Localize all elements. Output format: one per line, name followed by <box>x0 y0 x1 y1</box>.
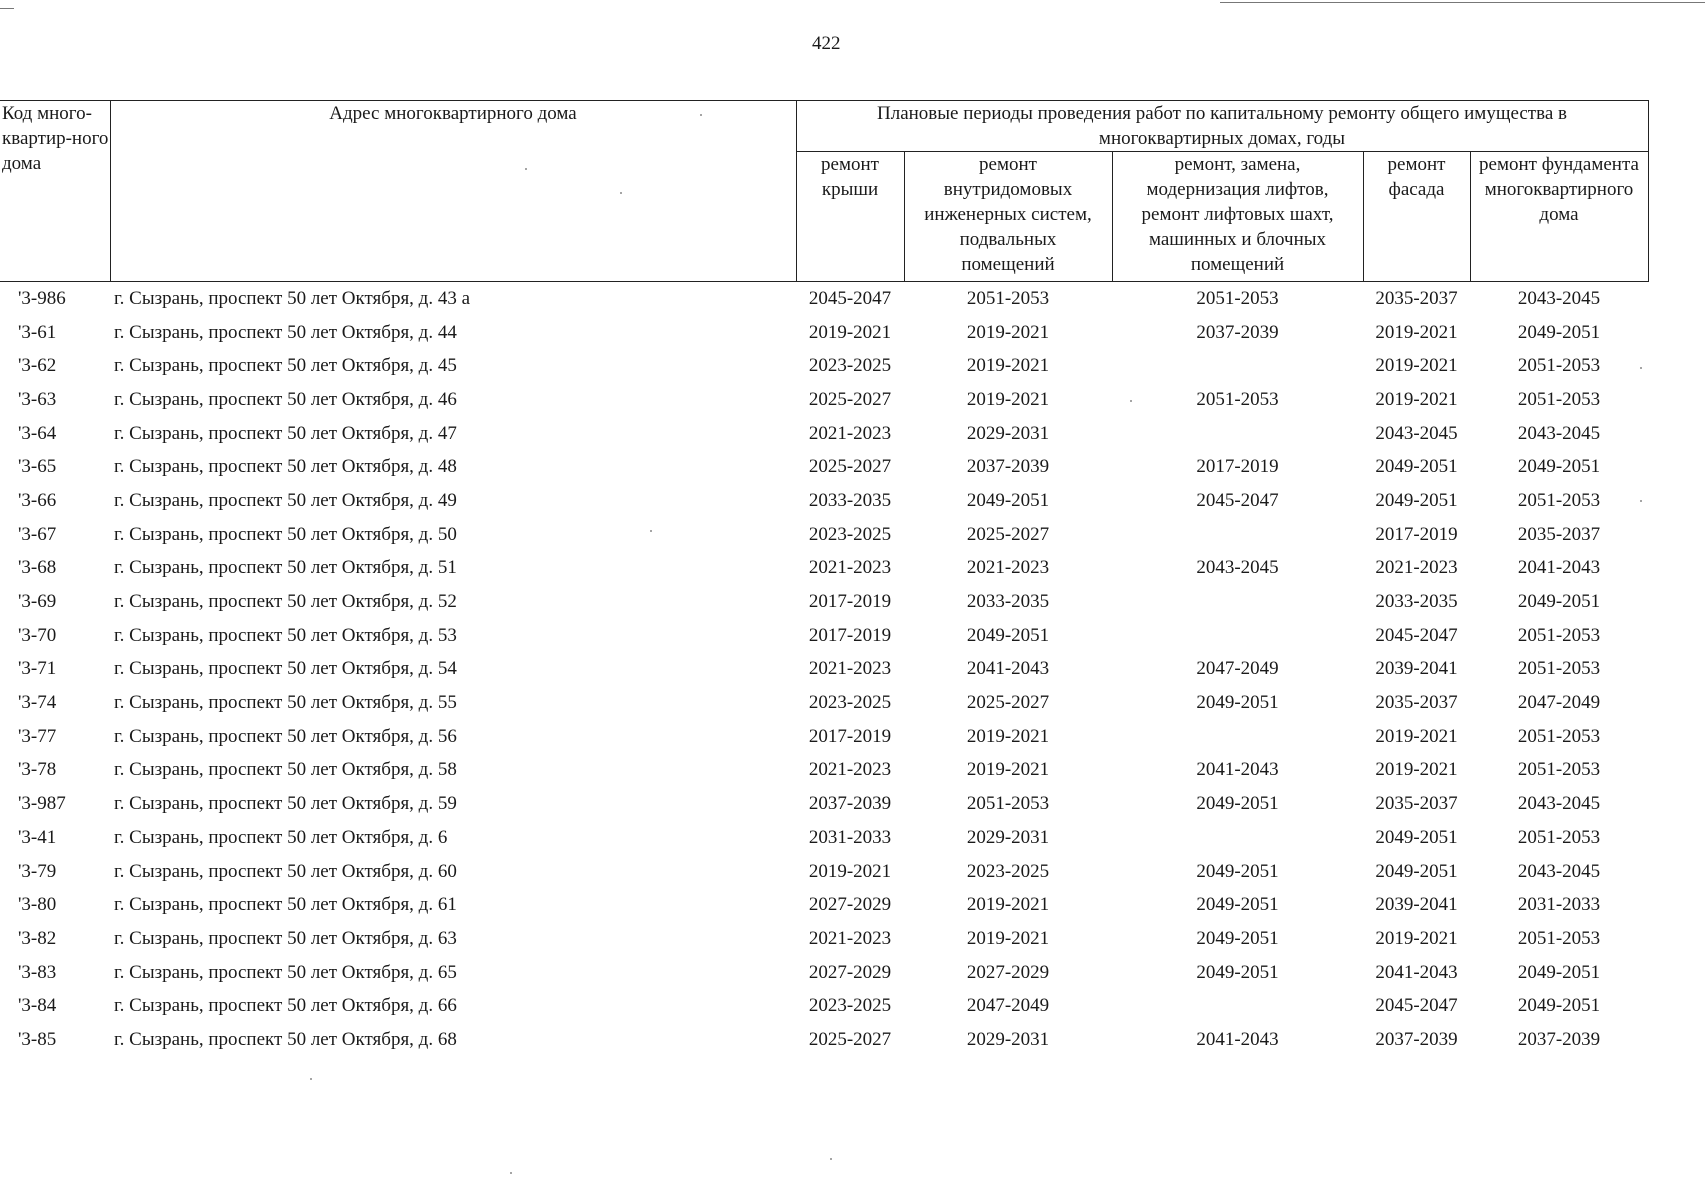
foundation-period-cell: 2043-2045 <box>1517 793 1601 815</box>
address-cell: г. Сызрань, проспект 50 лет Октября, д. 56 <box>114 725 457 747</box>
elevator-period-cell <box>1112 585 1363 619</box>
engineering-period-cell: 2025-2027 <box>966 692 1050 714</box>
header-roof: ремонт крыши <box>796 152 904 282</box>
elevator-period-cell <box>1112 518 1363 552</box>
roof-period-cell: 2021-2023 <box>808 422 892 444</box>
table-row <box>0 619 1648 653</box>
roof-period-cell: 2021-2023 <box>808 927 892 949</box>
engineering-period-cell: 2023-2025 <box>966 860 1050 882</box>
facade-period-cell: 2045-2047 <box>1375 995 1458 1017</box>
table-row <box>0 552 1648 586</box>
scan-speck <box>620 192 622 194</box>
facade-period-cell: 2049-2051 <box>1375 860 1458 882</box>
header-facade: ремонт фасада <box>1363 152 1470 282</box>
code-cell: '3-82 <box>18 927 57 949</box>
capital-repair-table <box>0 100 1649 1057</box>
address-cell: г. Сызрань, проспект 50 лет Октября, д. 43 а <box>114 287 471 309</box>
scan-speck <box>700 114 702 116</box>
table-row <box>0 316 1648 350</box>
table-row <box>0 922 1648 956</box>
facade-period-cell: 2049-2051 <box>1375 826 1458 848</box>
engineering-period-cell: 2019-2021 <box>966 927 1050 949</box>
table-row <box>0 484 1648 518</box>
scan-speck <box>650 530 652 532</box>
address-cell: г. Сызрань, проспект 50 лет Октября, д. 59 <box>114 793 457 815</box>
engineering-period-cell: 2021-2023 <box>966 557 1050 579</box>
roof-period-cell: 2025-2027 <box>808 456 892 478</box>
table-row <box>0 417 1648 451</box>
roof-period-cell: 2025-2027 <box>808 1028 892 1050</box>
scan-speck <box>310 1078 312 1080</box>
foundation-period-cell: 2051-2053 <box>1517 489 1601 511</box>
header-code: Код много-квартир-ного дома <box>0 101 110 282</box>
code-cell: '3-65 <box>18 456 57 478</box>
facade-period-cell: 2019-2021 <box>1375 759 1458 781</box>
code-cell: '3-62 <box>18 355 57 377</box>
facade-period-cell: 2049-2051 <box>1375 456 1458 478</box>
table-row <box>0 855 1648 889</box>
elevator-period-cell: 2041-2043 <box>1196 759 1279 781</box>
elevator-period-cell: 2049-2051 <box>1196 927 1279 949</box>
engineering-period-cell: 2029-2031 <box>966 422 1050 444</box>
scan-speck <box>830 1158 832 1160</box>
facade-period-cell: 2033-2035 <box>1375 591 1458 613</box>
foundation-period-cell: 2051-2053 <box>1517 759 1601 781</box>
facade-period-cell: 2043-2045 <box>1375 422 1458 444</box>
elevator-period-cell <box>1112 619 1363 653</box>
elevator-period-cell: 2047-2049 <box>1196 658 1279 680</box>
code-cell: '3-78 <box>18 759 57 781</box>
foundation-period-cell: 2041-2043 <box>1517 557 1601 579</box>
code-cell: '3-80 <box>18 894 57 916</box>
engineering-period-cell: 2049-2051 <box>966 624 1050 646</box>
roof-period-cell: 2019-2021 <box>808 860 892 882</box>
elevator-period-cell <box>1112 349 1363 383</box>
roof-period-cell: 2033-2035 <box>808 489 892 511</box>
elevator-period-cell: 2045-2047 <box>1196 489 1279 511</box>
facade-period-cell: 2019-2021 <box>1375 725 1458 747</box>
foundation-period-cell: 2049-2051 <box>1517 961 1601 983</box>
scan-edge-line <box>0 8 14 9</box>
table-row <box>0 787 1648 821</box>
roof-period-cell: 2023-2025 <box>808 523 892 545</box>
engineering-period-cell: 2047-2049 <box>966 995 1050 1017</box>
facade-period-cell: 2041-2043 <box>1375 961 1458 983</box>
engineering-period-cell: 2019-2021 <box>966 894 1050 916</box>
address-cell: г. Сызрань, проспект 50 лет Октября, д. 61 <box>114 894 457 916</box>
table-row <box>0 349 1648 383</box>
facade-period-cell: 2045-2047 <box>1375 624 1458 646</box>
address-cell: г. Сызрань, проспект 50 лет Октября, д. 50 <box>114 523 457 545</box>
code-cell: '3-85 <box>18 1028 57 1050</box>
engineering-period-cell: 2019-2021 <box>966 725 1050 747</box>
foundation-period-cell: 2051-2053 <box>1517 355 1601 377</box>
foundation-period-cell: 2051-2053 <box>1517 658 1601 680</box>
table-row <box>0 518 1648 552</box>
scan-speck <box>510 1172 512 1174</box>
foundation-period-cell: 2051-2053 <box>1517 826 1601 848</box>
facade-period-cell: 2037-2039 <box>1375 1028 1458 1050</box>
engineering-period-cell: 2049-2051 <box>966 489 1050 511</box>
engineering-period-cell: 2051-2053 <box>966 793 1050 815</box>
foundation-period-cell: 2051-2053 <box>1517 388 1601 410</box>
table-row <box>0 888 1648 922</box>
code-cell: '3-79 <box>18 860 57 882</box>
roof-period-cell: 2021-2023 <box>808 658 892 680</box>
elevator-period-cell: 2037-2039 <box>1196 321 1279 343</box>
code-cell: '3-69 <box>18 591 57 613</box>
facade-period-cell: 2035-2037 <box>1375 692 1458 714</box>
code-cell: '3-70 <box>18 624 57 646</box>
table-row <box>0 1023 1648 1057</box>
elevator-period-cell <box>1112 720 1363 754</box>
code-cell: '3-84 <box>18 995 57 1017</box>
table-row <box>0 653 1648 687</box>
address-cell: г. Сызрань, проспект 50 лет Октября, д. 51 <box>114 557 457 579</box>
foundation-period-cell: 2049-2051 <box>1517 995 1601 1017</box>
table-row <box>0 686 1648 720</box>
address-cell: г. Сызрань, проспект 50 лет Октября, д. 53 <box>114 624 457 646</box>
address-cell: г. Сызрань, проспект 50 лет Октября, д. 55 <box>114 692 457 714</box>
engineering-period-cell: 2041-2043 <box>966 658 1050 680</box>
facade-period-cell: 2021-2023 <box>1375 557 1458 579</box>
roof-period-cell: 2017-2019 <box>808 591 892 613</box>
address-cell: г. Сызрань, проспект 50 лет Октября, д. 46 <box>114 388 457 410</box>
roof-period-cell: 2027-2029 <box>808 961 892 983</box>
address-cell: г. Сызрань, проспект 50 лет Октября, д. 45 <box>114 355 457 377</box>
table-row <box>0 956 1648 990</box>
header-elevators: ремонт, замена, модернизация лифтов, ремонт лифтовых шахт, машинных и блочных помещений <box>1112 152 1363 282</box>
scan-speck <box>1130 400 1132 402</box>
scan-speck <box>1640 367 1642 369</box>
elevator-period-cell: 2017-2019 <box>1196 456 1279 478</box>
code-cell: '3-71 <box>18 658 57 680</box>
roof-period-cell: 2045-2047 <box>808 287 892 309</box>
table-row <box>0 383 1648 417</box>
elevator-period-cell: 2049-2051 <box>1196 793 1279 815</box>
code-cell: '3-986 <box>18 287 66 309</box>
elevator-period-cell: 2043-2045 <box>1196 557 1279 579</box>
address-cell: г. Сызрань, проспект 50 лет Октября, д. 48 <box>114 456 457 478</box>
code-cell: '3-63 <box>18 388 57 410</box>
elevator-period-cell <box>1112 989 1363 1023</box>
code-cell: '3-77 <box>18 725 57 747</box>
engineering-period-cell: 2027-2029 <box>966 961 1050 983</box>
facade-period-cell: 2017-2019 <box>1375 523 1458 545</box>
table-row <box>0 450 1648 484</box>
elevator-period-cell <box>1112 821 1363 855</box>
facade-period-cell: 2039-2041 <box>1375 658 1458 680</box>
engineering-period-cell: 2029-2031 <box>966 826 1050 848</box>
code-cell: '3-83 <box>18 961 57 983</box>
address-cell: г. Сызрань, проспект 50 лет Октября, д. 58 <box>114 759 457 781</box>
address-cell: г. Сызрань, проспект 50 лет Октября, д. 54 <box>114 658 457 680</box>
table-row <box>0 989 1648 1023</box>
roof-period-cell: 2023-2025 <box>808 692 892 714</box>
roof-period-cell: 2027-2029 <box>808 894 892 916</box>
header-periods: Плановые периоды проведения работ по капитальному ремонту общего имущества в многоквартирных домах, годы <box>796 101 1648 152</box>
facade-period-cell: 2035-2037 <box>1375 793 1458 815</box>
facade-period-cell: 2019-2021 <box>1375 321 1458 343</box>
roof-period-cell: 2017-2019 <box>808 725 892 747</box>
scan-speck <box>1640 500 1642 502</box>
foundation-period-cell: 2043-2045 <box>1517 287 1601 309</box>
code-cell: '3-74 <box>18 692 57 714</box>
engineering-period-cell: 2019-2021 <box>966 759 1050 781</box>
table-row <box>0 821 1648 855</box>
address-cell: г. Сызрань, проспект 50 лет Октября, д. 52 <box>114 591 457 613</box>
scan-edge-line <box>1220 2 1705 3</box>
header-address: Адрес многоквартирного дома <box>110 101 796 282</box>
address-cell: г. Сызрань, проспект 50 лет Октября, д. 44 <box>114 321 457 343</box>
foundation-period-cell: 2043-2045 <box>1517 860 1601 882</box>
foundation-period-cell: 2043-2045 <box>1517 422 1601 444</box>
facade-period-cell: 2019-2021 <box>1375 355 1458 377</box>
header-engineering: ремонт внутридомовых инженерных систем, подвальных помещений <box>904 152 1112 282</box>
roof-period-cell: 2025-2027 <box>808 388 892 410</box>
address-cell: г. Сызрань, проспект 50 лет Октября, д. 65 <box>114 961 457 983</box>
address-cell: г. Сызрань, проспект 50 лет Октября, д. 68 <box>114 1028 457 1050</box>
code-cell: '3-987 <box>18 793 66 815</box>
foundation-period-cell: 2047-2049 <box>1517 692 1601 714</box>
scan-speck <box>525 168 527 170</box>
foundation-period-cell: 2049-2051 <box>1517 321 1601 343</box>
foundation-period-cell: 2035-2037 <box>1517 523 1601 545</box>
roof-period-cell: 2017-2019 <box>808 624 892 646</box>
roof-period-cell: 2021-2023 <box>808 759 892 781</box>
foundation-period-cell: 2037-2039 <box>1517 1028 1601 1050</box>
address-cell: г. Сызрань, проспект 50 лет Октября, д. 47 <box>114 422 457 444</box>
code-cell: '3-68 <box>18 557 57 579</box>
engineering-period-cell: 2033-2035 <box>966 591 1050 613</box>
address-cell: г. Сызрань, проспект 50 лет Октября, д. 6 <box>114 826 448 848</box>
table-row <box>0 754 1648 788</box>
elevator-period-cell: 2051-2053 <box>1196 388 1279 410</box>
facade-period-cell: 2035-2037 <box>1375 287 1458 309</box>
engineering-period-cell: 2025-2027 <box>966 523 1050 545</box>
engineering-period-cell: 2051-2053 <box>966 287 1050 309</box>
roof-period-cell: 2023-2025 <box>808 995 892 1017</box>
table-body <box>0 282 1648 1057</box>
code-cell: '3-67 <box>18 523 57 545</box>
foundation-period-cell: 2051-2053 <box>1517 927 1601 949</box>
foundation-period-cell: 2031-2033 <box>1517 894 1601 916</box>
foundation-period-cell: 2051-2053 <box>1517 725 1601 747</box>
table-row <box>0 585 1648 619</box>
code-cell: '3-64 <box>18 422 57 444</box>
elevator-period-cell: 2041-2043 <box>1196 1028 1279 1050</box>
facade-period-cell: 2019-2021 <box>1375 927 1458 949</box>
engineering-period-cell: 2029-2031 <box>966 1028 1050 1050</box>
code-cell: '3-61 <box>18 321 57 343</box>
header-foundation: ремонт фундамента многоквартирного дома <box>1470 152 1648 282</box>
elevator-period-cell: 2051-2053 <box>1196 287 1279 309</box>
roof-period-cell: 2031-2033 <box>808 826 892 848</box>
engineering-period-cell: 2019-2021 <box>966 321 1050 343</box>
roof-period-cell: 2037-2039 <box>808 793 892 815</box>
table-row <box>0 720 1648 754</box>
elevator-period-cell: 2049-2051 <box>1196 860 1279 882</box>
roof-period-cell: 2023-2025 <box>808 355 892 377</box>
page-number: 422 <box>812 33 841 54</box>
roof-period-cell: 2019-2021 <box>808 321 892 343</box>
elevator-period-cell: 2049-2051 <box>1196 894 1279 916</box>
engineering-period-cell: 2019-2021 <box>966 388 1050 410</box>
code-cell: '3-66 <box>18 489 57 511</box>
address-cell: г. Сызрань, проспект 50 лет Октября, д. 49 <box>114 489 457 511</box>
address-cell: г. Сызрань, проспект 50 лет Октября, д. 63 <box>114 927 457 949</box>
foundation-period-cell: 2049-2051 <box>1517 456 1601 478</box>
elevator-period-cell: 2049-2051 <box>1196 692 1279 714</box>
table-row <box>0 282 1648 316</box>
address-cell: г. Сызрань, проспект 50 лет Октября, д. 60 <box>114 860 457 882</box>
facade-period-cell: 2039-2041 <box>1375 894 1458 916</box>
engineering-period-cell: 2037-2039 <box>966 456 1050 478</box>
address-cell: г. Сызрань, проспект 50 лет Октября, д. 66 <box>114 995 457 1017</box>
code-cell: '3-41 <box>18 826 57 848</box>
facade-period-cell: 2049-2051 <box>1375 489 1458 511</box>
elevator-period-cell <box>1112 417 1363 451</box>
foundation-period-cell: 2051-2053 <box>1517 624 1601 646</box>
elevator-period-cell: 2049-2051 <box>1196 961 1279 983</box>
foundation-period-cell: 2049-2051 <box>1517 591 1601 613</box>
engineering-period-cell: 2019-2021 <box>966 355 1050 377</box>
roof-period-cell: 2021-2023 <box>808 557 892 579</box>
facade-period-cell: 2019-2021 <box>1375 388 1458 410</box>
